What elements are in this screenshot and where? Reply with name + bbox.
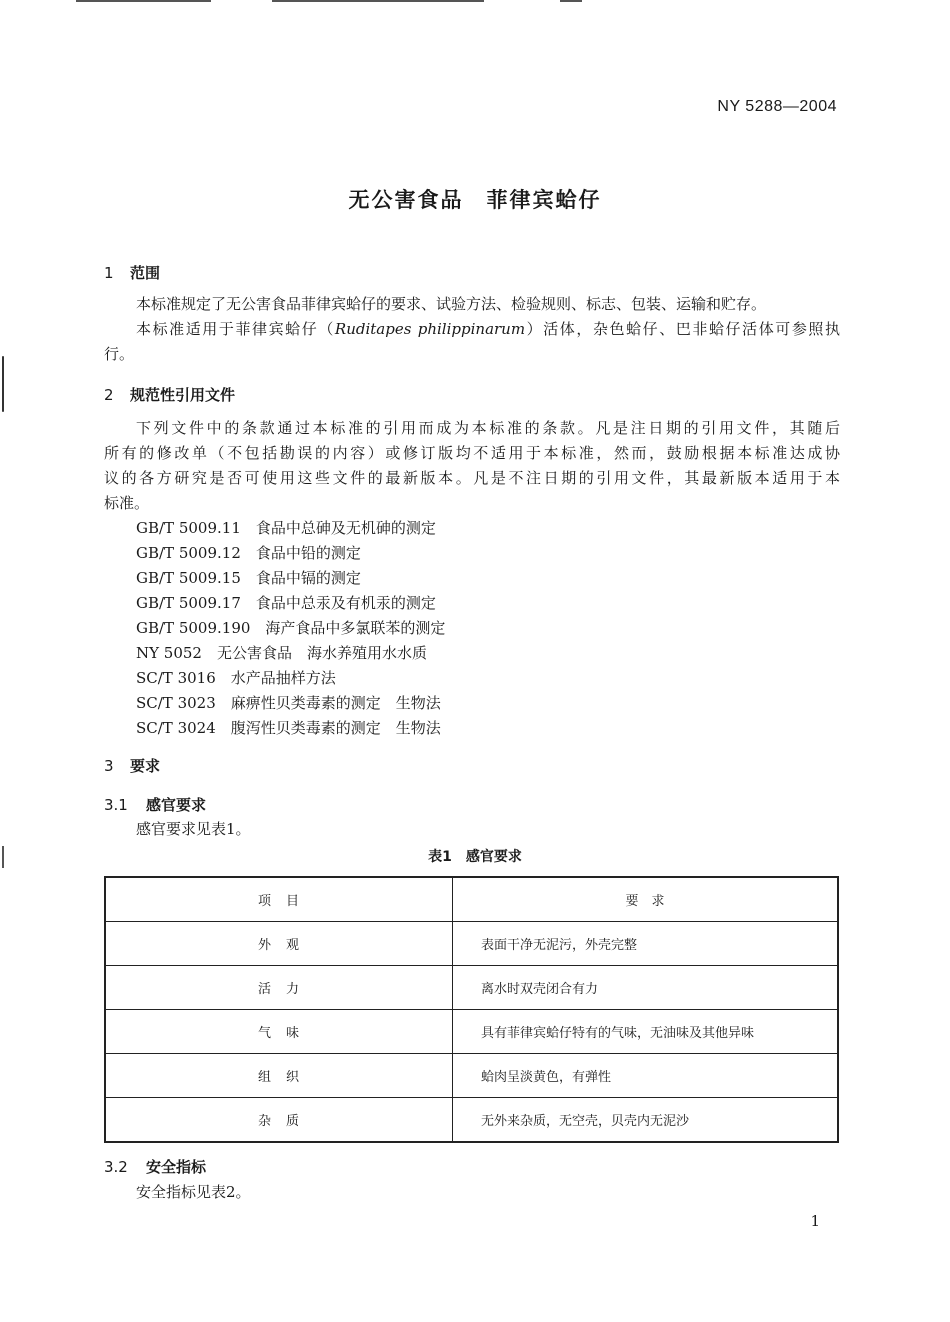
section-1-paragraph-1: 本标准规定了无公害食品菲律宾蛤仔的要求、试验方法、检验规则、标志、包装、运输和贮存。 (136, 295, 767, 313)
subsection-3-2-text: 安全指标见表2。 (136, 1183, 251, 1201)
latin-species-name: Ruditapes philippinarum (334, 320, 526, 338)
table-cell: 具有菲律宾蛤仔特有的气味，无油味及其他异味 (453, 1010, 839, 1054)
section-2-line-2: 所有的修改单（不包括勘误的内容）或修订版均不适用于本标准，然而，鼓励根据本标准达成协 (104, 444, 840, 462)
reference-item: SC/T 3023 麻痹性贝类毒素的测定 生物法 (136, 694, 441, 712)
section-1-paragraph-2-cont: 行。 (104, 345, 135, 363)
reference-item: GB/T 5009.17 食品中总汞及有机汞的测定 (136, 594, 436, 612)
column-header: 项 目 (105, 877, 453, 922)
standard-code: NY 5288—2004 (717, 98, 837, 115)
table-cell: 蛤肉呈淡黄色，有弹性 (453, 1054, 839, 1098)
scan-artifact-line (560, 0, 582, 2)
subsection-3-2-heading (104, 1156, 206, 1177)
section-3-heading (104, 755, 160, 776)
binding-mark (2, 356, 4, 412)
section-2-line-4: 标准。 (104, 494, 150, 512)
sensory-requirements-table (104, 876, 839, 1143)
subsection-title: 感官要求 (146, 796, 207, 814)
table-caption: 表1 感官要求 (428, 849, 522, 865)
reference-item: GB/T 5009.11 食品中总砷及无机砷的测定 (136, 519, 436, 537)
reference-item: GB/T 5009.12 食品中铅的测定 (136, 544, 361, 562)
reference-item: SC/T 3024 腹泻性贝类毒素的测定 生物法 (136, 719, 441, 737)
table-cell: 离水时双壳闭合有力 (453, 966, 839, 1010)
table-cell: 气 味 (105, 1010, 453, 1054)
subsection-3-1-heading (104, 794, 206, 815)
table-cell: 无外来杂质，无空壳，贝壳内无泥沙 (453, 1098, 839, 1143)
reference-item: GB/T 5009.190 海产食品中多氯联苯的测定 (136, 619, 446, 637)
page-number: 1 (810, 1212, 820, 1230)
section-title: 规范性引用文件 (130, 386, 236, 404)
section-1-heading (104, 262, 160, 283)
section-2-line-1: 下列文件中的条款通过本标准的引用而成为本标准的条款。凡是注日期的引用文件，其随后 (136, 419, 840, 437)
text-fragment: 本标准适用于菲律宾蛤仔（ (136, 320, 335, 338)
section-title: 范围 (130, 264, 161, 282)
table-row (105, 922, 838, 966)
section-number: 3 (104, 757, 114, 775)
table-row (105, 1054, 838, 1098)
subsection-number: 3.1 (104, 796, 128, 814)
table-row (105, 1010, 838, 1054)
table-cell: 表面干净无泥污，外壳完整 (453, 922, 839, 966)
column-header: 要 求 (453, 877, 839, 922)
subsection-3-1-text: 感官要求见表1。 (136, 820, 251, 838)
section-number: 2 (104, 386, 114, 404)
table-row (105, 966, 838, 1010)
subsection-number: 3.2 (104, 1158, 128, 1176)
section-2-heading (104, 384, 235, 405)
reference-item: NY 5052 无公害食品 海水养殖用水水质 (136, 644, 427, 662)
document-title: 无公害食品 菲律宾蛤仔 (348, 188, 602, 212)
scan-artifact-line (76, 0, 211, 2)
section-title: 要求 (130, 757, 161, 775)
table-row (105, 1098, 838, 1143)
subsection-title: 安全指标 (146, 1158, 207, 1176)
table-header-row (105, 877, 838, 922)
text-fragment: ）活体，杂色蛤仔、巴非蛤仔活体可参照执 (525, 320, 840, 338)
table-cell: 活 力 (105, 966, 453, 1010)
section-1-paragraph-2 (104, 317, 840, 342)
table-cell: 杂 质 (105, 1098, 453, 1143)
section-2-line-3: 议的各方研究是否可使用这些文件的最新版本。凡是不注日期的引用文件，其最新版本适用于本 (104, 469, 840, 487)
reference-item: GB/T 5009.15 食品中镉的测定 (136, 569, 361, 587)
table-cell: 组 织 (105, 1054, 453, 1098)
scan-artifact-line (272, 0, 484, 2)
reference-item: SC/T 3016 水产品抽样方法 (136, 669, 336, 687)
section-number: 1 (104, 264, 114, 282)
table-cell: 外 观 (105, 922, 453, 966)
